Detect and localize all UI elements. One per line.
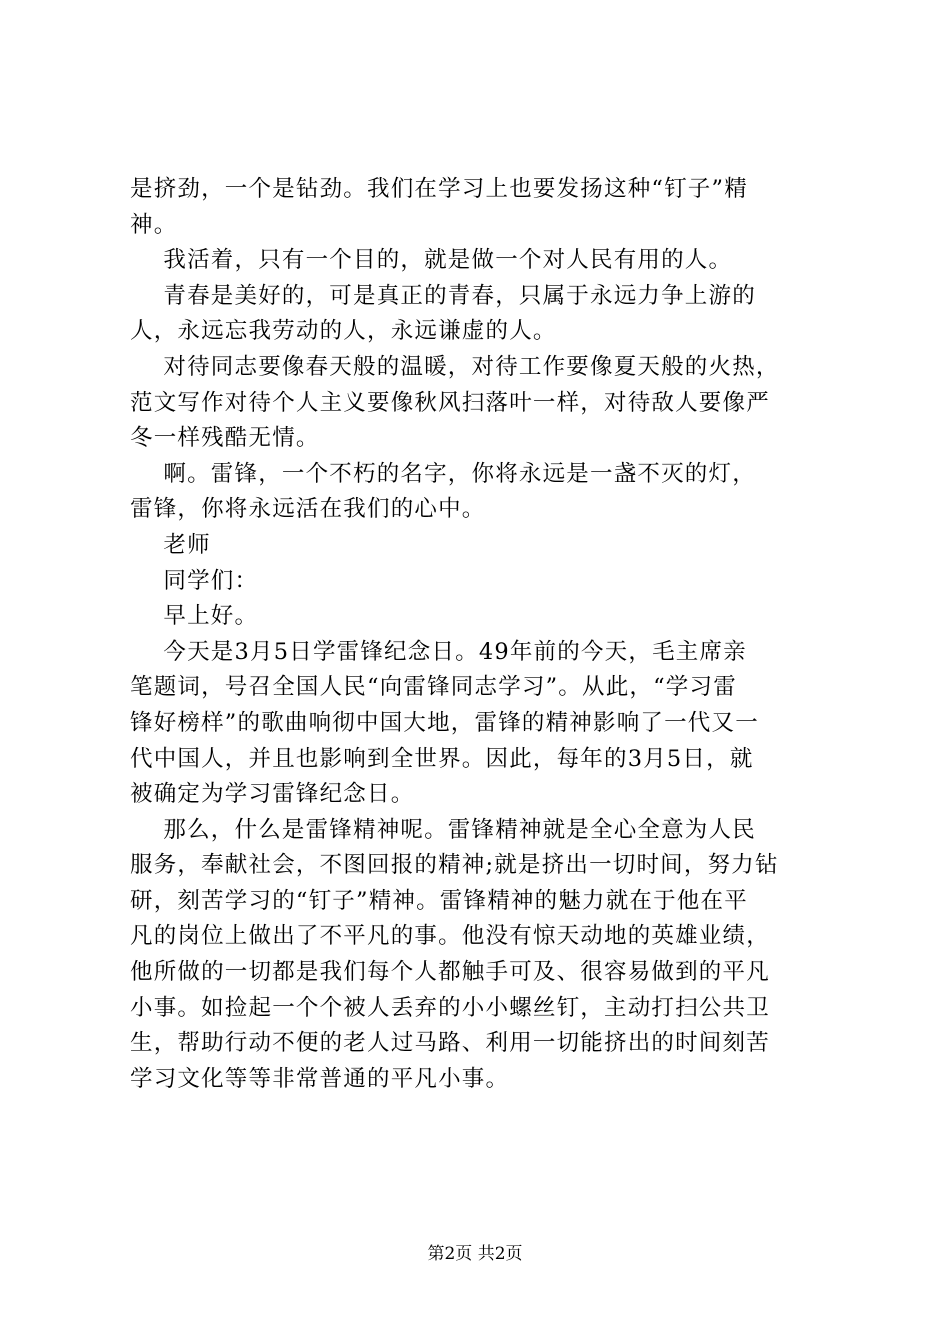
text-line: 对待同志要像春天般的温暖，对待工作要像夏天般的火热，	[130, 353, 780, 380]
text-line: 我活着，只有一个目的，就是做一个对人民有用的人。	[130, 247, 733, 274]
text-line: 是挤劲，一个是钻劲。我们在学习上也要发扬这种“钉子”精	[130, 176, 748, 202]
text-line: 青春是美好的，可是真正的青春，只属于永远力争上游的	[130, 282, 756, 309]
text-line: 生，帮助行动不便的老人过马路、利用一切能挤出的时间刻苦	[130, 1030, 770, 1057]
text-line: 代中国人，并且也影响到全世界。因此，每年的3月5日，就	[130, 745, 754, 772]
text-line: 服务，奉献社会，不图回报的精神;就是挤出一切时间，努力钻	[130, 852, 779, 879]
text-line: 同学们：	[130, 567, 259, 594]
text-line: 神。	[130, 211, 178, 238]
text-line: 早上好。	[130, 603, 259, 630]
text-line: 锋好榜样”的歌曲响彻中国大地，雷锋的精神影响了一代又一	[130, 709, 759, 736]
document-body	[130, 172, 830, 1097]
text-line: 那么，什么是雷锋精神呢。雷锋精神就是全心全意为人民	[130, 816, 756, 843]
text-line: 小事。如捡起一个个被人丢弃的小小螺丝钉，主动打扫公共卫	[130, 994, 770, 1021]
text-line: 范文写作对待个人主义要像秋风扫落叶一样，对待敌人要像严	[130, 389, 770, 416]
text-line: 学习文化等等非常普通的平凡小事。	[130, 1065, 510, 1092]
text-line: 笔题词，号召全国人民“向雷锋同志学习”。从此，“学习雷	[130, 674, 737, 701]
page-number-footer: 第2页 共2页	[427, 1244, 523, 1264]
text-line: 凡的岗位上做出了不平凡的事。他没有惊天动地的英雄业绩，	[130, 923, 770, 950]
text-line: 研，刻苦学习的“钉子”精神。雷锋精神的魅力就在于他在平	[130, 887, 748, 914]
text-line: 冬一样残酷无情。	[130, 425, 320, 452]
text-line: 老师	[130, 531, 211, 558]
text-line: 人，永远忘我劳动的人，永远谦虚的人。	[130, 318, 557, 345]
text-line: 他所做的一切都是我们每个人都触手可及、很容易做到的平凡	[130, 959, 770, 986]
text-line: 雷锋，你将永远活在我们的心中。	[130, 496, 486, 523]
text-line: 啊。雷锋，一个不朽的名字，你将永远是一盏不灭的灯，	[130, 460, 756, 487]
text-line: 被确定为学习雷锋纪念日。	[130, 781, 415, 808]
text-line: 今天是3月5日学雷锋纪念日。49年前的今天，毛主席亲	[130, 638, 747, 665]
